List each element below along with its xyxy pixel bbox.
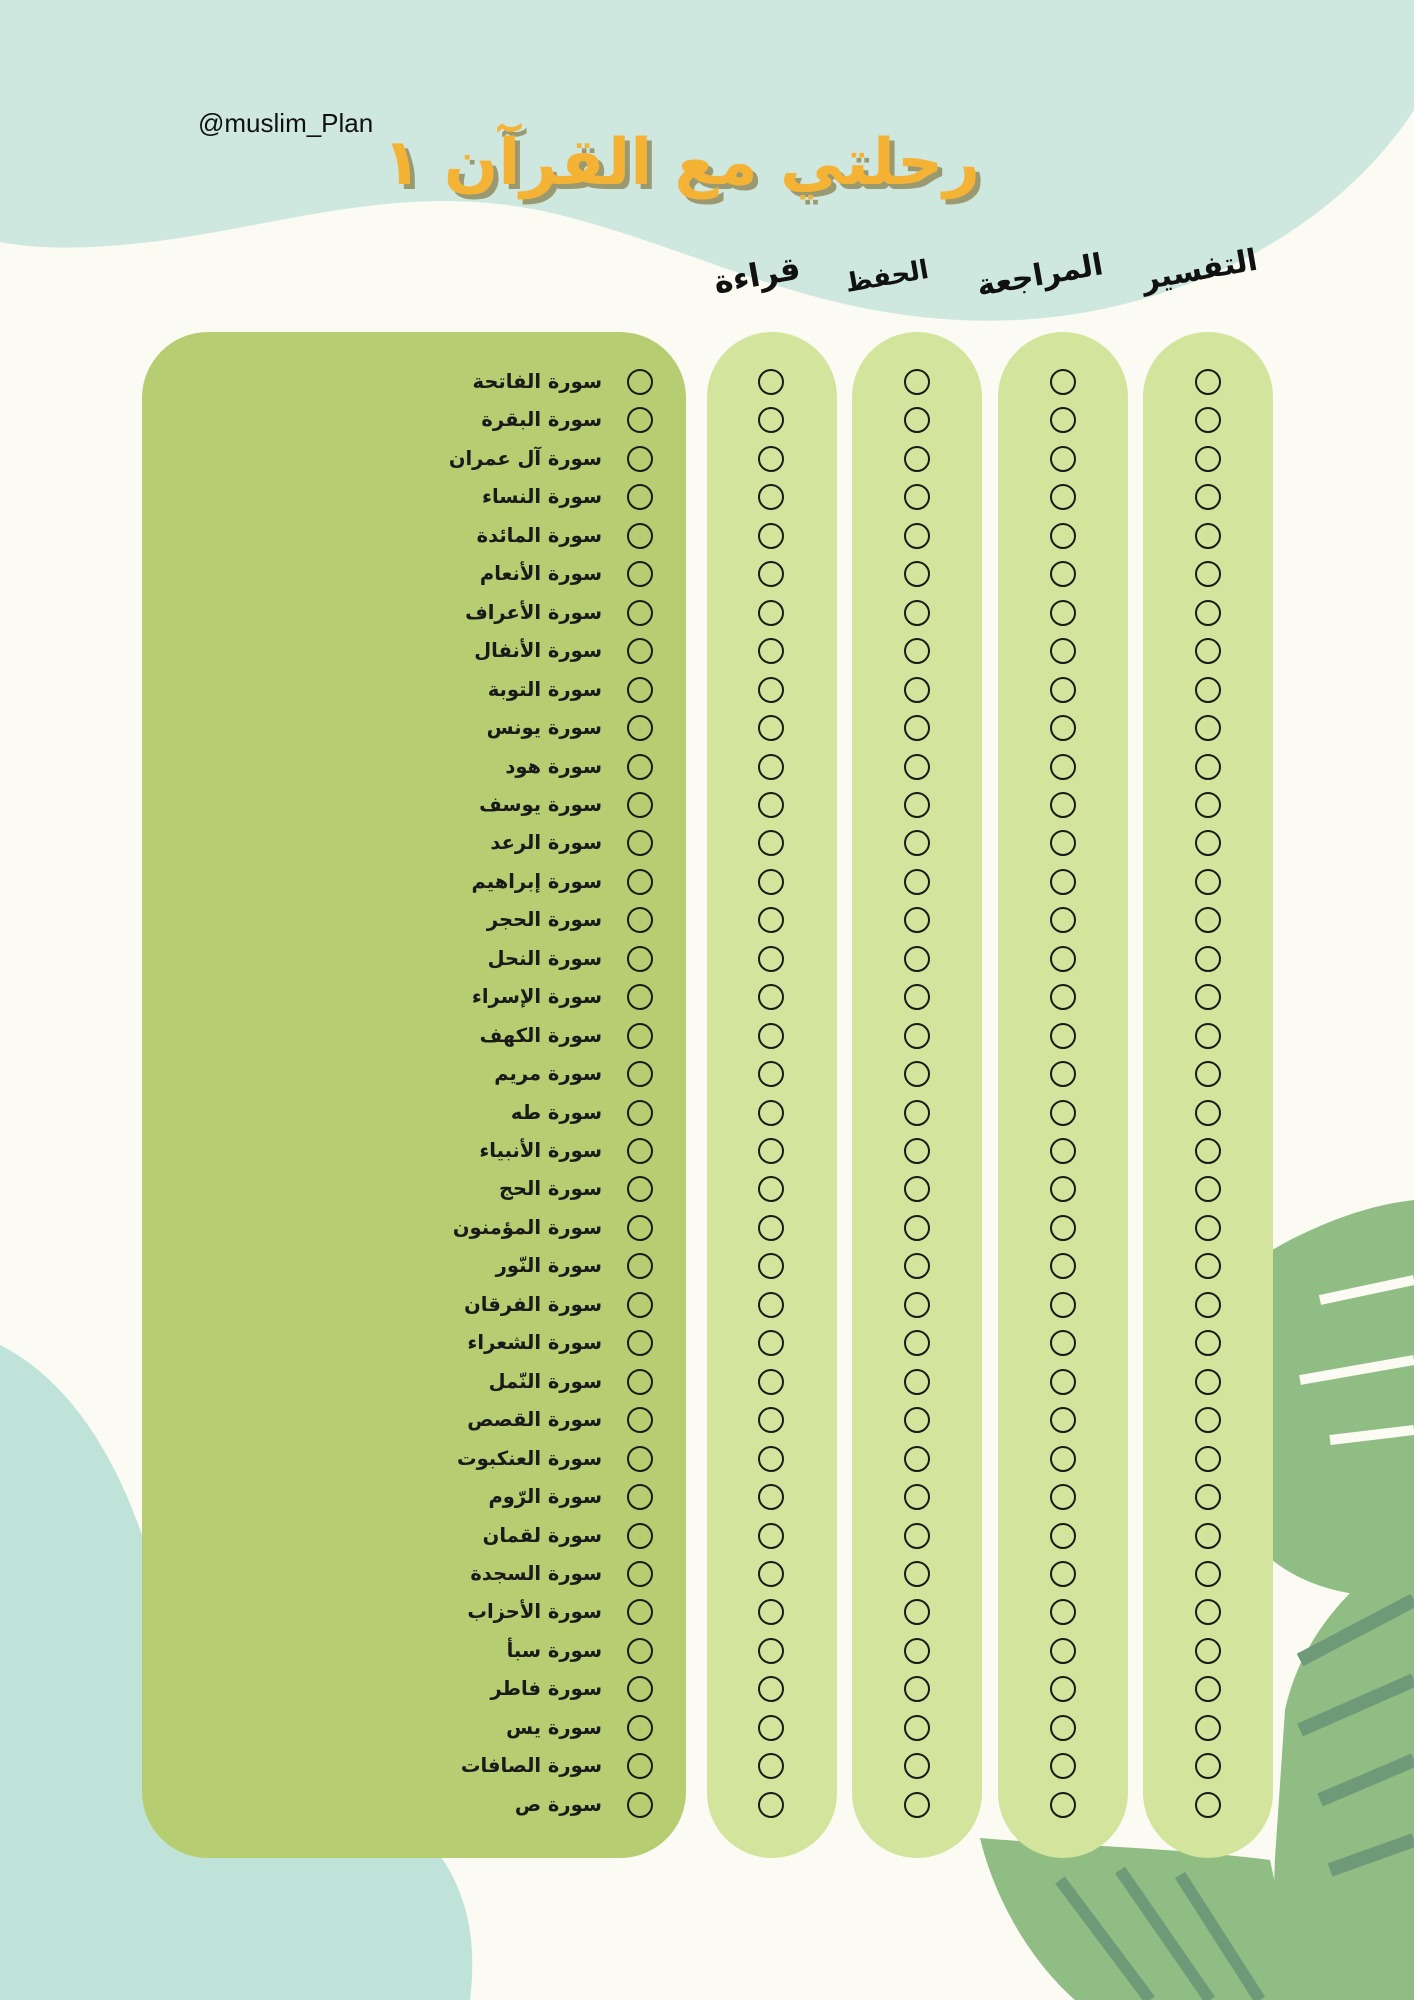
surah-row bbox=[0, 594, 1414, 632]
surah-name: سورة مريم bbox=[494, 1062, 602, 1086]
column-header-reading: قراءة bbox=[710, 248, 804, 302]
surah-name: سورة الأحزاب bbox=[467, 1600, 602, 1624]
surah-name: سورة الرّوم bbox=[488, 1485, 602, 1509]
memorize-checkbox[interactable] bbox=[904, 946, 930, 972]
tafsir-checkbox[interactable] bbox=[1195, 446, 1221, 472]
reading-checkbox[interactable] bbox=[758, 1023, 784, 1049]
tafsir-checkbox[interactable] bbox=[1195, 1638, 1221, 1664]
surah-name: سورة لقمان bbox=[482, 1523, 602, 1547]
list-checkbox[interactable] bbox=[627, 1561, 653, 1587]
surah-name: سورة النساء bbox=[481, 485, 602, 509]
list-checkbox[interactable] bbox=[627, 1100, 653, 1126]
reading-checkbox[interactable] bbox=[758, 1215, 784, 1241]
surah-row bbox=[0, 824, 1414, 862]
memorize-checkbox[interactable] bbox=[904, 1561, 930, 1587]
surah-row bbox=[0, 1055, 1414, 1093]
surah-row bbox=[0, 1363, 1414, 1401]
reading-checkbox[interactable] bbox=[758, 677, 784, 703]
review-checkbox[interactable] bbox=[1050, 1561, 1076, 1587]
reading-checkbox[interactable] bbox=[758, 946, 784, 972]
surah-row bbox=[0, 1209, 1414, 1247]
memorize-checkbox[interactable] bbox=[904, 1715, 930, 1741]
tafsir-checkbox[interactable] bbox=[1195, 369, 1221, 395]
list-checkbox[interactable] bbox=[627, 369, 653, 395]
surah-row bbox=[0, 671, 1414, 709]
memorize-checkbox[interactable] bbox=[904, 1330, 930, 1356]
tafsir-checkbox[interactable] bbox=[1195, 1753, 1221, 1779]
tafsir-checkbox[interactable] bbox=[1195, 1023, 1221, 1049]
review-checkbox[interactable] bbox=[1050, 946, 1076, 972]
review-checkbox[interactable] bbox=[1050, 1023, 1076, 1049]
review-checkbox[interactable] bbox=[1050, 1792, 1076, 1818]
surah-row bbox=[0, 1709, 1414, 1747]
memorize-checkbox[interactable] bbox=[904, 1484, 930, 1510]
surah-name: سورة النّور bbox=[495, 1254, 602, 1278]
surah-name: سورة إبراهيم bbox=[471, 869, 602, 893]
reading-checkbox[interactable] bbox=[758, 907, 784, 933]
memorize-checkbox[interactable] bbox=[904, 407, 930, 433]
memorize-checkbox[interactable] bbox=[904, 1100, 930, 1126]
surah-row bbox=[0, 1593, 1414, 1631]
surah-row bbox=[0, 1786, 1414, 1824]
review-checkbox[interactable] bbox=[1050, 830, 1076, 856]
tafsir-checkbox[interactable] bbox=[1195, 484, 1221, 510]
surah-name: سورة الأنعام bbox=[479, 562, 602, 586]
list-checkbox[interactable] bbox=[627, 1753, 653, 1779]
list-checkbox[interactable] bbox=[627, 1715, 653, 1741]
tafsir-checkbox[interactable] bbox=[1195, 1292, 1221, 1318]
list-checkbox[interactable] bbox=[627, 1330, 653, 1356]
surah-name: سورة يس bbox=[506, 1715, 602, 1739]
list-checkbox[interactable] bbox=[627, 484, 653, 510]
surah-name: سورة العنكبوت bbox=[456, 1446, 602, 1470]
memorize-checkbox[interactable] bbox=[904, 1753, 930, 1779]
surah-row bbox=[0, 1324, 1414, 1362]
list-checkbox[interactable] bbox=[627, 1446, 653, 1472]
memorize-checkbox[interactable] bbox=[904, 1215, 930, 1241]
memorize-checkbox[interactable] bbox=[904, 484, 930, 510]
review-checkbox[interactable] bbox=[1050, 638, 1076, 664]
tafsir-checkbox[interactable] bbox=[1195, 1523, 1221, 1549]
surah-row bbox=[0, 1132, 1414, 1170]
list-checkbox[interactable] bbox=[627, 1484, 653, 1510]
tafsir-checkbox[interactable] bbox=[1195, 1599, 1221, 1625]
surah-row bbox=[0, 1747, 1414, 1785]
review-checkbox[interactable] bbox=[1050, 754, 1076, 780]
memorize-checkbox[interactable] bbox=[904, 1292, 930, 1318]
surah-row bbox=[0, 786, 1414, 824]
surah-name: سورة السجدة bbox=[470, 1561, 602, 1585]
reading-checkbox[interactable] bbox=[758, 1061, 784, 1087]
surah-name: سورة البقرة bbox=[481, 408, 602, 432]
list-checkbox[interactable] bbox=[627, 446, 653, 472]
list-checkbox[interactable] bbox=[627, 1023, 653, 1049]
memorize-checkbox[interactable] bbox=[904, 754, 930, 780]
reading-checkbox[interactable] bbox=[758, 715, 784, 741]
memorize-checkbox[interactable] bbox=[904, 1407, 930, 1433]
review-checkbox[interactable] bbox=[1050, 1523, 1076, 1549]
surah-row bbox=[0, 363, 1414, 401]
memorize-checkbox[interactable] bbox=[904, 869, 930, 895]
review-checkbox[interactable] bbox=[1050, 484, 1076, 510]
tafsir-checkbox[interactable] bbox=[1195, 1484, 1221, 1510]
list-checkbox[interactable] bbox=[627, 792, 653, 818]
list-checkbox[interactable] bbox=[627, 600, 653, 626]
tafsir-checkbox[interactable] bbox=[1195, 523, 1221, 549]
review-checkbox[interactable] bbox=[1050, 446, 1076, 472]
reading-checkbox[interactable] bbox=[758, 523, 784, 549]
surah-row bbox=[0, 1170, 1414, 1208]
tafsir-checkbox[interactable] bbox=[1195, 1138, 1221, 1164]
review-checkbox[interactable] bbox=[1050, 1638, 1076, 1664]
surah-name: سورة فاطر bbox=[490, 1677, 602, 1701]
surah-name: سورة القصص bbox=[467, 1408, 602, 1432]
review-checkbox[interactable] bbox=[1050, 1599, 1076, 1625]
surah-name: سورة يونس bbox=[486, 716, 602, 740]
review-checkbox[interactable] bbox=[1050, 1138, 1076, 1164]
surah-row bbox=[0, 517, 1414, 555]
list-checkbox[interactable] bbox=[627, 1676, 653, 1702]
memorize-checkbox[interactable] bbox=[904, 638, 930, 664]
memorize-checkbox[interactable] bbox=[904, 1061, 930, 1087]
list-checkbox[interactable] bbox=[627, 830, 653, 856]
review-checkbox[interactable] bbox=[1050, 1715, 1076, 1741]
surah-name: سورة الحجر bbox=[486, 908, 602, 932]
surah-name: سورة طه bbox=[510, 1100, 602, 1124]
memorize-checkbox[interactable] bbox=[904, 1023, 930, 1049]
surah-name: سورة يوسف bbox=[479, 792, 602, 816]
list-checkbox[interactable] bbox=[627, 754, 653, 780]
list-checkbox[interactable] bbox=[627, 1523, 653, 1549]
surah-row bbox=[0, 863, 1414, 901]
review-checkbox[interactable] bbox=[1050, 561, 1076, 587]
list-checkbox[interactable] bbox=[627, 561, 653, 587]
tafsir-checkbox[interactable] bbox=[1195, 1792, 1221, 1818]
reading-checkbox[interactable] bbox=[758, 1561, 784, 1587]
reading-checkbox[interactable] bbox=[758, 1792, 784, 1818]
tafsir-checkbox[interactable] bbox=[1195, 830, 1221, 856]
review-checkbox[interactable] bbox=[1050, 869, 1076, 895]
review-checkbox[interactable] bbox=[1050, 907, 1076, 933]
list-checkbox[interactable] bbox=[627, 638, 653, 664]
memorize-checkbox[interactable] bbox=[904, 792, 930, 818]
reading-checkbox[interactable] bbox=[758, 830, 784, 856]
reading-checkbox[interactable] bbox=[758, 792, 784, 818]
list-checkbox[interactable] bbox=[627, 1792, 653, 1818]
reading-checkbox[interactable] bbox=[758, 1484, 784, 1510]
reading-checkbox[interactable] bbox=[758, 1599, 784, 1625]
list-checkbox[interactable] bbox=[627, 523, 653, 549]
surah-name: سورة النحل bbox=[487, 946, 602, 970]
review-checkbox[interactable] bbox=[1050, 1100, 1076, 1126]
memorize-checkbox[interactable] bbox=[904, 600, 930, 626]
reading-checkbox[interactable] bbox=[758, 600, 784, 626]
tafsir-checkbox[interactable] bbox=[1195, 1369, 1221, 1395]
surah-name: سورة الرعد bbox=[490, 831, 602, 855]
tafsir-checkbox[interactable] bbox=[1195, 677, 1221, 703]
review-checkbox[interactable] bbox=[1050, 1753, 1076, 1779]
tafsir-checkbox[interactable] bbox=[1195, 1100, 1221, 1126]
reading-checkbox[interactable] bbox=[758, 1100, 784, 1126]
memorize-checkbox[interactable] bbox=[904, 1253, 930, 1279]
author-handle: @muslim_Plan bbox=[198, 108, 374, 138]
surah-row bbox=[0, 940, 1414, 978]
review-checkbox[interactable] bbox=[1050, 677, 1076, 703]
surah-name: سورة ص bbox=[514, 1792, 602, 1816]
memorize-checkbox[interactable] bbox=[904, 1792, 930, 1818]
surah-name: سورة الأنبياء bbox=[479, 1139, 602, 1162]
tafsir-checkbox[interactable] bbox=[1195, 715, 1221, 741]
surah-row bbox=[0, 1478, 1414, 1516]
tafsir-checkbox[interactable] bbox=[1195, 638, 1221, 664]
tafsir-checkbox[interactable] bbox=[1195, 1330, 1221, 1356]
memorize-checkbox[interactable] bbox=[904, 369, 930, 395]
list-checkbox[interactable] bbox=[627, 946, 653, 972]
surah-row bbox=[0, 978, 1414, 1016]
review-checkbox[interactable] bbox=[1050, 1369, 1076, 1395]
surah-name: سورة آل عمران bbox=[448, 446, 602, 470]
review-checkbox[interactable] bbox=[1050, 1215, 1076, 1241]
review-checkbox[interactable] bbox=[1050, 523, 1076, 549]
surah-name: سورة التوبة bbox=[487, 677, 602, 701]
reading-checkbox[interactable] bbox=[758, 1253, 784, 1279]
surah-name: سورة المائدة bbox=[476, 523, 602, 547]
reading-checkbox[interactable] bbox=[758, 1292, 784, 1318]
reading-checkbox[interactable] bbox=[758, 1523, 784, 1549]
surah-row bbox=[0, 709, 1414, 747]
surah-row bbox=[0, 1094, 1414, 1132]
list-checkbox[interactable] bbox=[627, 1407, 653, 1433]
tafsir-checkbox[interactable] bbox=[1195, 907, 1221, 933]
memorize-checkbox[interactable] bbox=[904, 1599, 930, 1625]
surah-name: سورة الكهف bbox=[479, 1023, 602, 1047]
reading-checkbox[interactable] bbox=[758, 1446, 784, 1472]
memorize-checkbox[interactable] bbox=[904, 907, 930, 933]
tafsir-checkbox[interactable] bbox=[1195, 407, 1221, 433]
review-checkbox[interactable] bbox=[1050, 1061, 1076, 1087]
review-checkbox[interactable] bbox=[1050, 1176, 1076, 1202]
reading-checkbox[interactable] bbox=[758, 1715, 784, 1741]
list-checkbox[interactable] bbox=[627, 1369, 653, 1395]
memorize-checkbox[interactable] bbox=[904, 830, 930, 856]
memorize-checkbox[interactable] bbox=[904, 1138, 930, 1164]
reading-checkbox[interactable] bbox=[758, 446, 784, 472]
memorize-checkbox[interactable] bbox=[904, 984, 930, 1010]
review-checkbox[interactable] bbox=[1050, 1484, 1076, 1510]
reading-checkbox[interactable] bbox=[758, 1407, 784, 1433]
surah-row bbox=[0, 1555, 1414, 1593]
reading-checkbox[interactable] bbox=[758, 1369, 784, 1395]
list-checkbox[interactable] bbox=[627, 1292, 653, 1318]
review-checkbox[interactable] bbox=[1050, 1676, 1076, 1702]
reading-checkbox[interactable] bbox=[758, 984, 784, 1010]
surah-row bbox=[0, 1632, 1414, 1670]
surah-row bbox=[0, 1401, 1414, 1439]
surah-row bbox=[0, 555, 1414, 593]
tafsir-checkbox[interactable] bbox=[1195, 984, 1221, 1010]
reading-checkbox[interactable] bbox=[758, 1638, 784, 1664]
surah-row bbox=[0, 401, 1414, 439]
list-checkbox[interactable] bbox=[627, 984, 653, 1010]
memorize-checkbox[interactable] bbox=[904, 1523, 930, 1549]
surah-name: سورة الصافات bbox=[460, 1754, 602, 1778]
surah-row bbox=[0, 901, 1414, 939]
list-checkbox[interactable] bbox=[627, 1215, 653, 1241]
list-checkbox[interactable] bbox=[627, 869, 653, 895]
reading-checkbox[interactable] bbox=[758, 369, 784, 395]
review-checkbox[interactable] bbox=[1050, 984, 1076, 1010]
reading-checkbox[interactable] bbox=[758, 869, 784, 895]
tafsir-checkbox[interactable] bbox=[1195, 1176, 1221, 1202]
tafsir-checkbox[interactable] bbox=[1195, 1215, 1221, 1241]
memorize-checkbox[interactable] bbox=[904, 715, 930, 741]
surah-name: سورة النّمل bbox=[488, 1369, 602, 1393]
reading-checkbox[interactable] bbox=[758, 1676, 784, 1702]
review-checkbox[interactable] bbox=[1050, 792, 1076, 818]
memorize-checkbox[interactable] bbox=[904, 1676, 930, 1702]
surah-row bbox=[0, 1517, 1414, 1555]
surah-name: سورة الأنفال bbox=[474, 639, 602, 663]
surah-row bbox=[0, 632, 1414, 670]
memorize-checkbox[interactable] bbox=[904, 446, 930, 472]
tafsir-checkbox[interactable] bbox=[1195, 754, 1221, 780]
surah-name: سورة الحج bbox=[498, 1177, 602, 1201]
reading-checkbox[interactable] bbox=[758, 561, 784, 587]
surah-row bbox=[0, 1286, 1414, 1324]
list-checkbox[interactable] bbox=[627, 1253, 653, 1279]
review-checkbox[interactable] bbox=[1050, 1446, 1076, 1472]
surah-name: سورة هود bbox=[505, 754, 602, 778]
review-checkbox[interactable] bbox=[1050, 407, 1076, 433]
page-title: رحلتي مع القرآن ١ bbox=[382, 126, 980, 200]
surah-row bbox=[0, 748, 1414, 786]
surah-name: سورة الشعراء bbox=[467, 1331, 602, 1355]
reading-checkbox[interactable] bbox=[758, 1753, 784, 1779]
tafsir-checkbox[interactable] bbox=[1195, 1407, 1221, 1433]
surah-row bbox=[0, 1440, 1414, 1478]
memorize-checkbox[interactable] bbox=[904, 561, 930, 587]
list-checkbox[interactable] bbox=[627, 407, 653, 433]
tafsir-checkbox[interactable] bbox=[1195, 561, 1221, 587]
monstera-leaf-bottom bbox=[980, 1838, 1300, 2000]
column-header-review: المراجعة bbox=[974, 247, 1106, 304]
review-checkbox[interactable] bbox=[1050, 715, 1076, 741]
reading-checkbox[interactable] bbox=[758, 407, 784, 433]
review-checkbox[interactable] bbox=[1050, 600, 1076, 626]
memorize-checkbox[interactable] bbox=[904, 523, 930, 549]
tafsir-checkbox[interactable] bbox=[1195, 1561, 1221, 1587]
tafsir-checkbox[interactable] bbox=[1195, 1715, 1221, 1741]
surah-name: سورة الفرقان bbox=[464, 1292, 602, 1316]
surah-name: سورة سبأ bbox=[506, 1638, 602, 1662]
memorize-checkbox[interactable] bbox=[904, 1176, 930, 1202]
tafsir-checkbox[interactable] bbox=[1195, 600, 1221, 626]
surah-name: سورة الأعراف bbox=[465, 600, 602, 624]
list-checkbox[interactable] bbox=[627, 1176, 653, 1202]
list-checkbox[interactable] bbox=[627, 1138, 653, 1164]
review-checkbox[interactable] bbox=[1050, 369, 1076, 395]
tafsir-checkbox[interactable] bbox=[1195, 1446, 1221, 1472]
tafsir-checkbox[interactable] bbox=[1195, 792, 1221, 818]
list-checkbox[interactable] bbox=[627, 677, 653, 703]
reading-checkbox[interactable] bbox=[758, 754, 784, 780]
tafsir-checkbox[interactable] bbox=[1195, 1061, 1221, 1087]
memorize-checkbox[interactable] bbox=[904, 1638, 930, 1664]
list-checkbox[interactable] bbox=[627, 1599, 653, 1625]
tafsir-checkbox[interactable] bbox=[1195, 1676, 1221, 1702]
list-checkbox[interactable] bbox=[627, 715, 653, 741]
surah-name: سورة المؤمنون bbox=[452, 1215, 602, 1239]
reading-checkbox[interactable] bbox=[758, 1176, 784, 1202]
surah-name: سورة الفاتحة bbox=[472, 370, 602, 393]
surah-row bbox=[0, 1670, 1414, 1708]
list-checkbox[interactable] bbox=[627, 1061, 653, 1087]
reading-checkbox[interactable] bbox=[758, 638, 784, 664]
memorize-checkbox[interactable] bbox=[904, 1369, 930, 1395]
reading-checkbox[interactable] bbox=[758, 484, 784, 510]
surah-row bbox=[0, 440, 1414, 478]
review-checkbox[interactable] bbox=[1050, 1407, 1076, 1433]
tafsir-checkbox[interactable] bbox=[1195, 1253, 1221, 1279]
memorize-checkbox[interactable] bbox=[904, 1446, 930, 1472]
surah-row bbox=[0, 478, 1414, 516]
surah-row bbox=[0, 1247, 1414, 1285]
surah-row bbox=[0, 1017, 1414, 1055]
tafsir-checkbox[interactable] bbox=[1195, 869, 1221, 895]
reading-checkbox[interactable] bbox=[758, 1138, 784, 1164]
reading-checkbox[interactable] bbox=[758, 1330, 784, 1356]
review-checkbox[interactable] bbox=[1050, 1292, 1076, 1318]
column-header-tafsir: التفسير bbox=[1139, 242, 1261, 298]
memorize-checkbox[interactable] bbox=[904, 677, 930, 703]
surah-name: سورة الإسراء bbox=[471, 985, 602, 1009]
review-checkbox[interactable] bbox=[1050, 1330, 1076, 1356]
tafsir-checkbox[interactable] bbox=[1195, 946, 1221, 972]
list-checkbox[interactable] bbox=[627, 1638, 653, 1664]
column-header-memorize: الحفظ bbox=[843, 254, 931, 300]
review-checkbox[interactable] bbox=[1050, 1253, 1076, 1279]
list-checkbox[interactable] bbox=[627, 907, 653, 933]
